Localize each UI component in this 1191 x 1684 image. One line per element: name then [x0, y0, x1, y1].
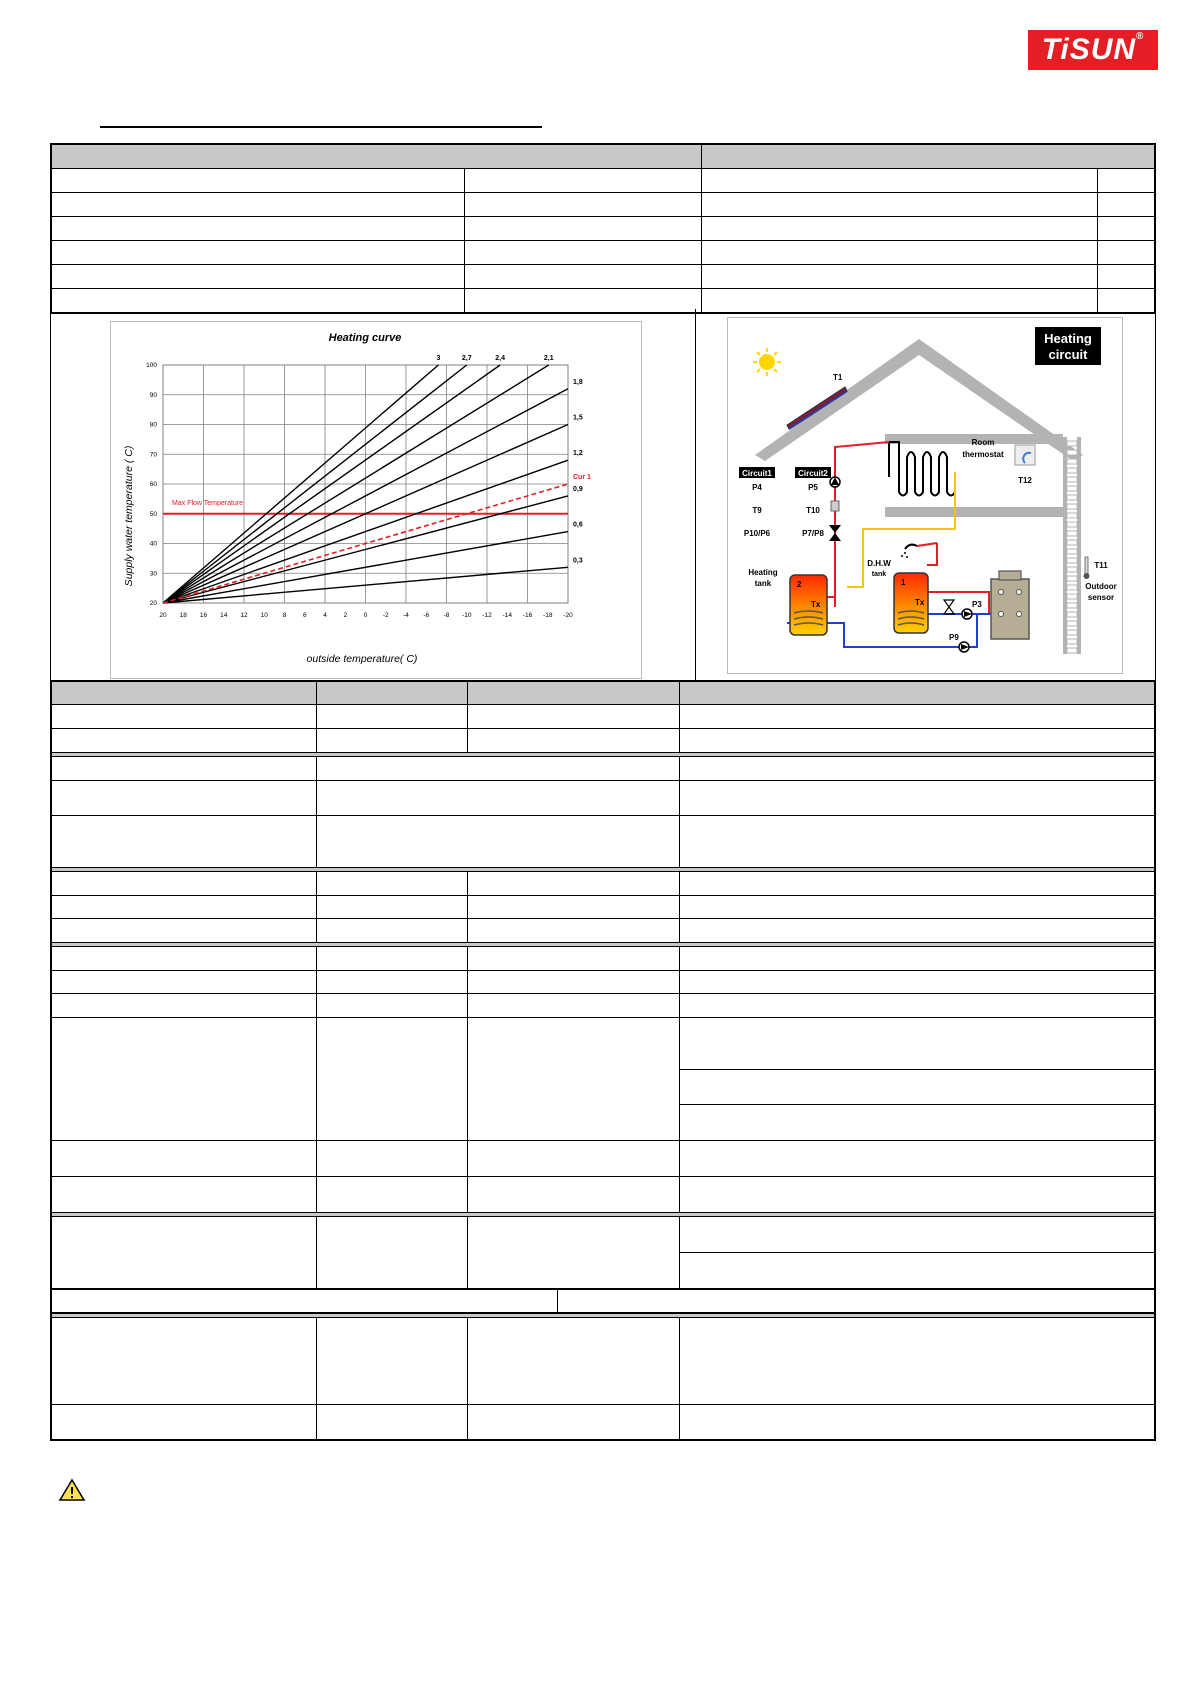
label-outdoor: Outdoor	[1085, 582, 1117, 591]
schematic-title-line1: Heating	[1044, 331, 1092, 346]
table-row	[52, 705, 1155, 729]
heating-curve-label: 3	[436, 355, 441, 362]
parameter-table-top	[50, 143, 1156, 314]
table-row	[52, 919, 1155, 943]
label-p3: P3	[972, 600, 982, 609]
x-tick-label: 10	[260, 612, 268, 619]
y-tick-label: 100	[146, 362, 157, 369]
x-tick-label: -4	[403, 612, 409, 619]
heating-curve-label: 0,3	[573, 557, 583, 565]
ladder-rung	[1067, 540, 1077, 545]
x-tick-label: -6	[423, 612, 430, 619]
ladder-rung	[1067, 477, 1077, 482]
lower-slab	[885, 507, 1063, 517]
heat-pump-port	[1017, 612, 1022, 617]
heating-curve-label: 2,1	[543, 355, 554, 362]
table-row	[52, 265, 1155, 289]
schematic-title-line2: circuit	[1048, 347, 1088, 362]
x-tick-label: 0	[363, 612, 368, 619]
ladder-rung	[1067, 567, 1077, 572]
x-tick-label: -16	[522, 612, 533, 619]
wall-rail-right	[1077, 437, 1081, 654]
x-tick-label: -14	[502, 612, 512, 619]
ladder-rung	[1067, 549, 1077, 554]
label-t10: T10	[806, 506, 820, 515]
heat-pump-port	[999, 590, 1004, 595]
figures-row	[50, 309, 1156, 680]
ladder-rung	[1067, 522, 1077, 527]
table-row	[52, 1318, 1155, 1405]
label-circuit2: Circuit2	[798, 469, 828, 478]
table-row	[52, 217, 1155, 241]
heating-curve-label: 0,6	[573, 521, 583, 529]
label-tx-b: Tx	[915, 598, 925, 607]
warning-icon	[58, 1478, 86, 1502]
table-header-cell	[702, 145, 1155, 169]
label-heating: Heating	[748, 568, 778, 577]
label-t12: T12	[1018, 476, 1032, 485]
label-p9: P9	[949, 633, 959, 642]
x-tick-label: 8	[282, 612, 287, 619]
ladder-rung	[1067, 603, 1077, 608]
table-row	[52, 1405, 1155, 1440]
ladder-rung	[1067, 441, 1077, 446]
table-row	[52, 781, 1155, 816]
x-tick-label: -12	[482, 612, 492, 619]
figure-divider	[695, 309, 696, 680]
heat-pump-top	[999, 571, 1021, 580]
ladder-rung	[1067, 450, 1077, 455]
ladder-rung	[1067, 531, 1077, 536]
table-header-cell	[52, 145, 702, 169]
x-tick-label: 4	[323, 612, 327, 619]
x-tick-label: -2	[382, 612, 389, 619]
thermometer-icon	[1085, 557, 1088, 575]
heating-curve-label: Cur 1	[573, 474, 591, 481]
table-row	[52, 872, 1155, 896]
heating-curve-label: 1,8	[573, 378, 583, 386]
label-thermostat: thermostat	[962, 450, 1004, 459]
label-dhw-tank: tank	[871, 571, 887, 578]
label-p10p6: P10/P6	[743, 529, 771, 538]
label-tank-1: 1	[901, 578, 906, 587]
label-p4: P4	[752, 483, 762, 492]
x-tick-label: -20	[563, 612, 573, 619]
table-row	[52, 816, 1155, 868]
logo-registered-mark: ®	[1136, 31, 1145, 42]
chart-title: Heating curve	[328, 332, 402, 344]
ladder-rung	[1067, 495, 1077, 500]
y-tick-label: 80	[149, 421, 157, 429]
y-tick-label: 40	[149, 540, 157, 548]
logo-text: TiSUN	[1041, 33, 1137, 66]
heating-curve-label: 0,9	[573, 485, 583, 493]
ladder-rung	[1067, 585, 1077, 590]
label-t9: T9	[752, 506, 762, 515]
label-dhw: D.H.W	[867, 559, 891, 568]
label-circuit1: Circuit1	[742, 469, 772, 478]
table-row	[52, 193, 1155, 217]
x-tick-label: 12	[240, 612, 248, 619]
table-row	[52, 994, 1155, 1018]
ladder-rung	[1067, 468, 1077, 473]
sensor-t10-icon	[831, 501, 839, 511]
label-p5: P5	[808, 483, 818, 492]
ladder-rung	[1067, 576, 1077, 581]
label-tx-a: Tx	[811, 600, 821, 609]
table-row	[52, 971, 1155, 994]
ladder-rung	[1067, 639, 1077, 644]
table-row	[52, 169, 1155, 193]
x-tick-label: -8	[443, 612, 450, 619]
thermometer-bulb	[1084, 573, 1090, 579]
table-row	[52, 757, 1155, 781]
table-row	[52, 1290, 1155, 1313]
x-axis-ticks	[159, 612, 573, 619]
y-axis-label: Supply water temperature ( C)	[123, 445, 135, 587]
tisun-logo	[1028, 30, 1158, 70]
x-tick-label: 2	[343, 612, 348, 619]
ladder-rung	[1067, 513, 1077, 518]
y-tick-label: 60	[149, 481, 157, 488]
table-row	[52, 1217, 1155, 1253]
ladder-rung	[1067, 621, 1077, 626]
wall-rail-left	[1063, 437, 1067, 654]
parameter-table-bottom	[50, 680, 1156, 1441]
table-row	[52, 1177, 1155, 1213]
table-row	[52, 1141, 1155, 1177]
x-tick-label: 20	[159, 612, 167, 619]
table-row	[52, 947, 1155, 971]
label-heating-tank: tank	[754, 579, 772, 588]
ladder-rung	[1067, 558, 1077, 563]
x-tick-label: 6	[302, 612, 307, 619]
x-tick-label: -10	[462, 612, 472, 619]
heating-curve-label: 2,4	[495, 355, 506, 362]
ladder-rung	[1067, 630, 1077, 635]
heat-pump-port	[1017, 590, 1022, 595]
label-t1: T1	[833, 373, 843, 382]
heating-curve-label: 1,5	[573, 414, 583, 422]
table-row	[52, 1018, 1155, 1070]
heating-curve-label: 2,7	[461, 355, 472, 362]
table-row	[52, 896, 1155, 919]
label-t11: T11	[1094, 561, 1108, 570]
ladder-rung	[1067, 612, 1077, 617]
ladder-rung	[1067, 459, 1077, 464]
y-tick-label: 90	[149, 391, 157, 399]
table-row	[52, 729, 1155, 753]
ladder-rung	[1067, 504, 1077, 509]
ladder-rung	[1067, 594, 1077, 599]
ladder-rung	[1067, 486, 1077, 491]
label-p7p8: P7/P8	[802, 529, 824, 538]
heating-curve-label: 1,2	[573, 450, 583, 458]
table-row	[52, 241, 1155, 265]
heat-pump-port	[999, 612, 1004, 617]
y-tick-label: 50	[149, 510, 157, 518]
y-tick-label: 70	[149, 451, 157, 459]
y-tick-label: 20	[149, 600, 157, 607]
x-tick-label: 14	[220, 612, 228, 619]
x-tick-label: 18	[179, 612, 187, 619]
label-room: Room	[971, 438, 995, 447]
title-underline	[100, 126, 542, 128]
heating-tank-icon	[790, 575, 827, 635]
ladder-rung	[1067, 648, 1077, 653]
label-tank-2: 2	[797, 580, 802, 589]
heat-pump-unit-icon	[991, 579, 1029, 639]
x-axis-label: outside temperature( C)	[306, 653, 418, 665]
x-tick-label: 16	[199, 612, 208, 619]
max-flow-temperature-label: Max Flow Temperature	[172, 499, 244, 507]
label-sensor: sensor	[1087, 593, 1115, 602]
heating-circuit-schematic	[727, 317, 1123, 674]
y-tick-label: 30	[149, 570, 157, 578]
heating-curve-chart	[110, 321, 642, 679]
x-tick-label: -18	[543, 612, 553, 619]
